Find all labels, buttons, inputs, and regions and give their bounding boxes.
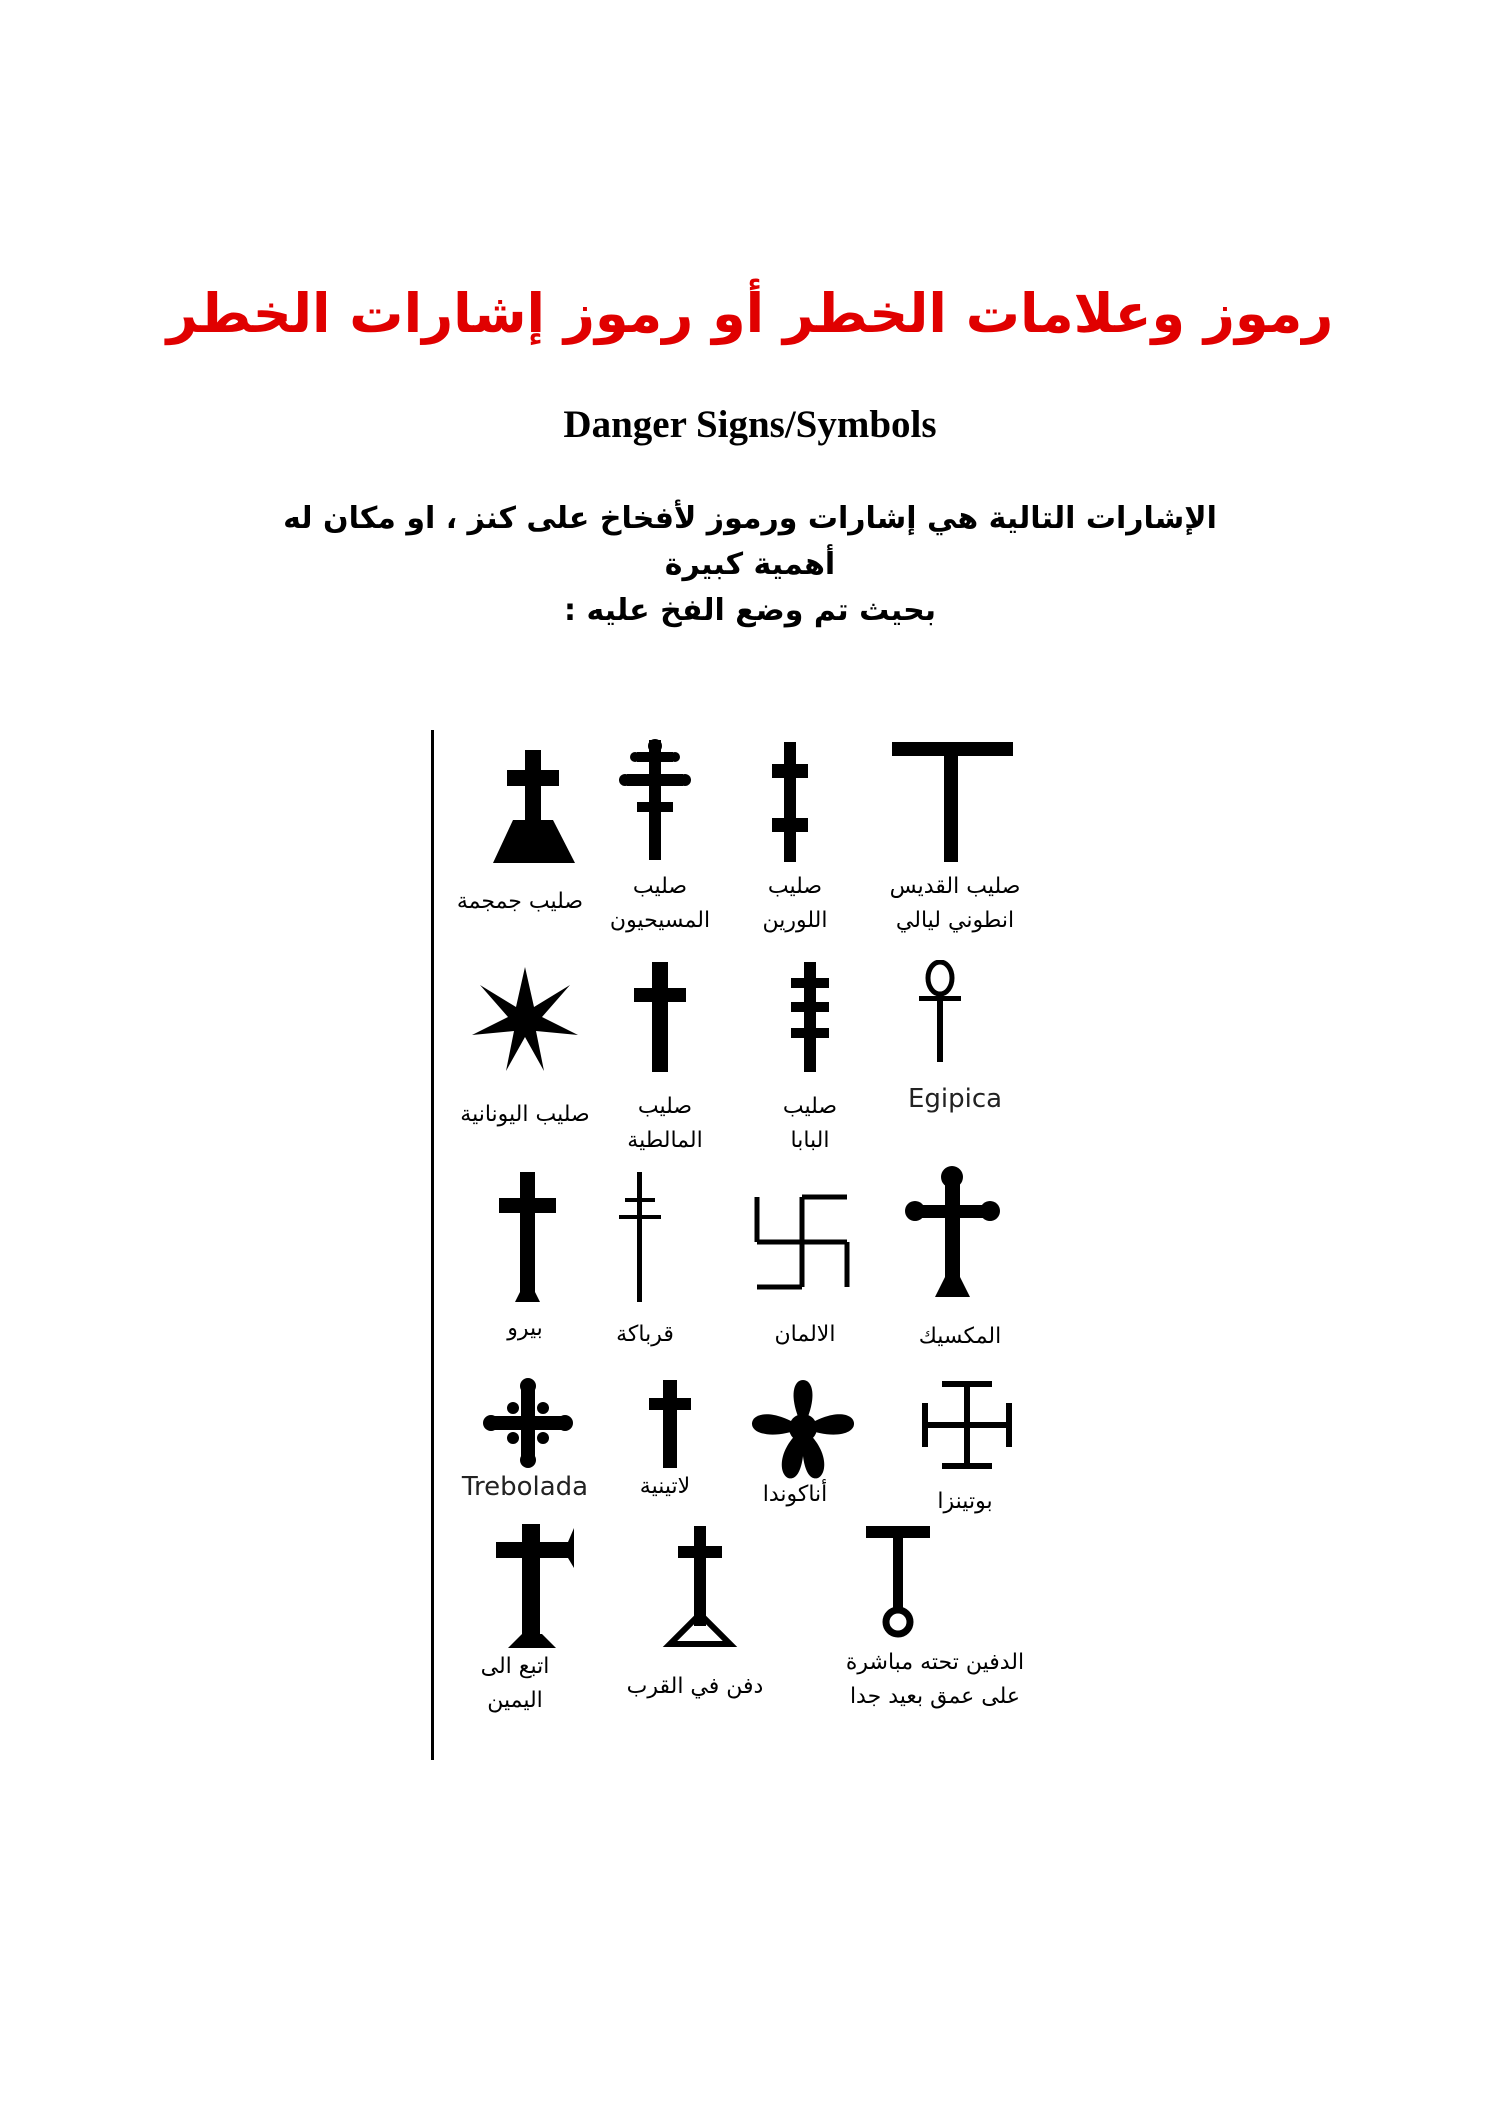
greek-star-cross-icon [470, 965, 580, 1075]
caption-line: على عمق بعيد جدا [849, 1684, 1021, 1709]
caption-line: صليب القديس [889, 874, 1021, 899]
caption-line: Trebolada [461, 1472, 589, 1502]
maltese-cross-icon [630, 960, 690, 1075]
caption-line: قرباكة [616, 1322, 674, 1347]
symbol-caption [610, 1670, 780, 1704]
caption-line: الدفين تحته مباشرة [845, 1650, 1025, 1675]
caption-line: صليب [767, 874, 823, 899]
symbol-caption [445, 1098, 605, 1132]
caravaca-cross-icon [615, 1170, 665, 1305]
symbol-caption [880, 1082, 1030, 1116]
caption-line: البابا [790, 1128, 830, 1153]
symbol-caption [870, 870, 1040, 938]
caption-line: صليب [782, 1094, 838, 1119]
intro-line: الإشارات التالية هي إشارات ورموز لأفخاخ على كنز ، او مكان له أهمية كبيرة [283, 501, 1217, 582]
symbol-caption [440, 1650, 590, 1718]
symbol-caption [590, 1090, 740, 1158]
symbol-caption [730, 1318, 880, 1352]
nearby-burial-cross-icon [660, 1522, 740, 1647]
caption-line: بيرو [507, 1316, 543, 1341]
page-title-arabic: رموز وعلامات الخطر أو رموز إشارات الخطر [166, 282, 1334, 345]
symbol-caption [890, 1485, 1040, 1519]
page-title-english: Danger Signs/Symbols [563, 403, 937, 446]
caption-line: دفن في القرب [626, 1674, 764, 1699]
caption-line: المالطية [627, 1128, 703, 1153]
caption-line: اليمين [487, 1688, 543, 1713]
calvary-cross-icon [485, 745, 585, 865]
caption-line: لاتينية [639, 1474, 691, 1499]
caption-line: الالمان [774, 1322, 836, 1347]
beiru-cross-icon [495, 1170, 560, 1305]
symbol-caption [735, 1090, 885, 1158]
tau-ring-icon [858, 1522, 938, 1642]
symbol-caption [570, 1318, 720, 1352]
symbol-caption [445, 885, 595, 919]
caption-line: المكسيك [918, 1324, 1002, 1349]
symbol-caption [820, 1646, 1050, 1714]
symbol-caption [720, 1478, 870, 1512]
anaconda-star-icon [748, 1378, 858, 1483]
caption-line: اللورين [762, 908, 828, 933]
ankh-icon [915, 960, 965, 1065]
right-pointing-cross-icon [490, 1520, 580, 1650]
latin-cross-icon [645, 1378, 695, 1470]
christian-cross-icon [615, 738, 695, 863]
symbol-caption [585, 870, 735, 938]
symbol-caption [720, 870, 870, 938]
caption-line: بوتينزا [937, 1489, 993, 1514]
caption-line: اتبع الى [480, 1654, 550, 1679]
papal-cross-icon [785, 960, 835, 1075]
symbol-caption [440, 1470, 610, 1504]
symbol-caption [590, 1470, 740, 1504]
caption-line: أناكوندا [762, 1482, 828, 1507]
caption-line: صليب [637, 1094, 693, 1119]
intro-line: بحيث تم وضع الفخ عليه : [564, 593, 936, 628]
symbol-caption [885, 1320, 1035, 1354]
mexican-cross-icon [905, 1165, 1000, 1300]
caption-line: المسيحيون [609, 908, 711, 933]
potent-cross-icon [912, 1375, 1022, 1475]
caption-line: صليب جمجمة [456, 889, 584, 914]
lorraine-cross-icon [760, 740, 820, 865]
caption-line: Egipica [907, 1084, 1003, 1114]
caption-line: صليب [632, 874, 688, 899]
trebolada-cross-icon [483, 1378, 573, 1468]
caption-line: صليب اليونانية [460, 1102, 590, 1127]
caption-line: انطوني ليالي [895, 908, 1015, 933]
tau-cross-icon [890, 740, 1015, 865]
swastika-icon [752, 1192, 852, 1292]
